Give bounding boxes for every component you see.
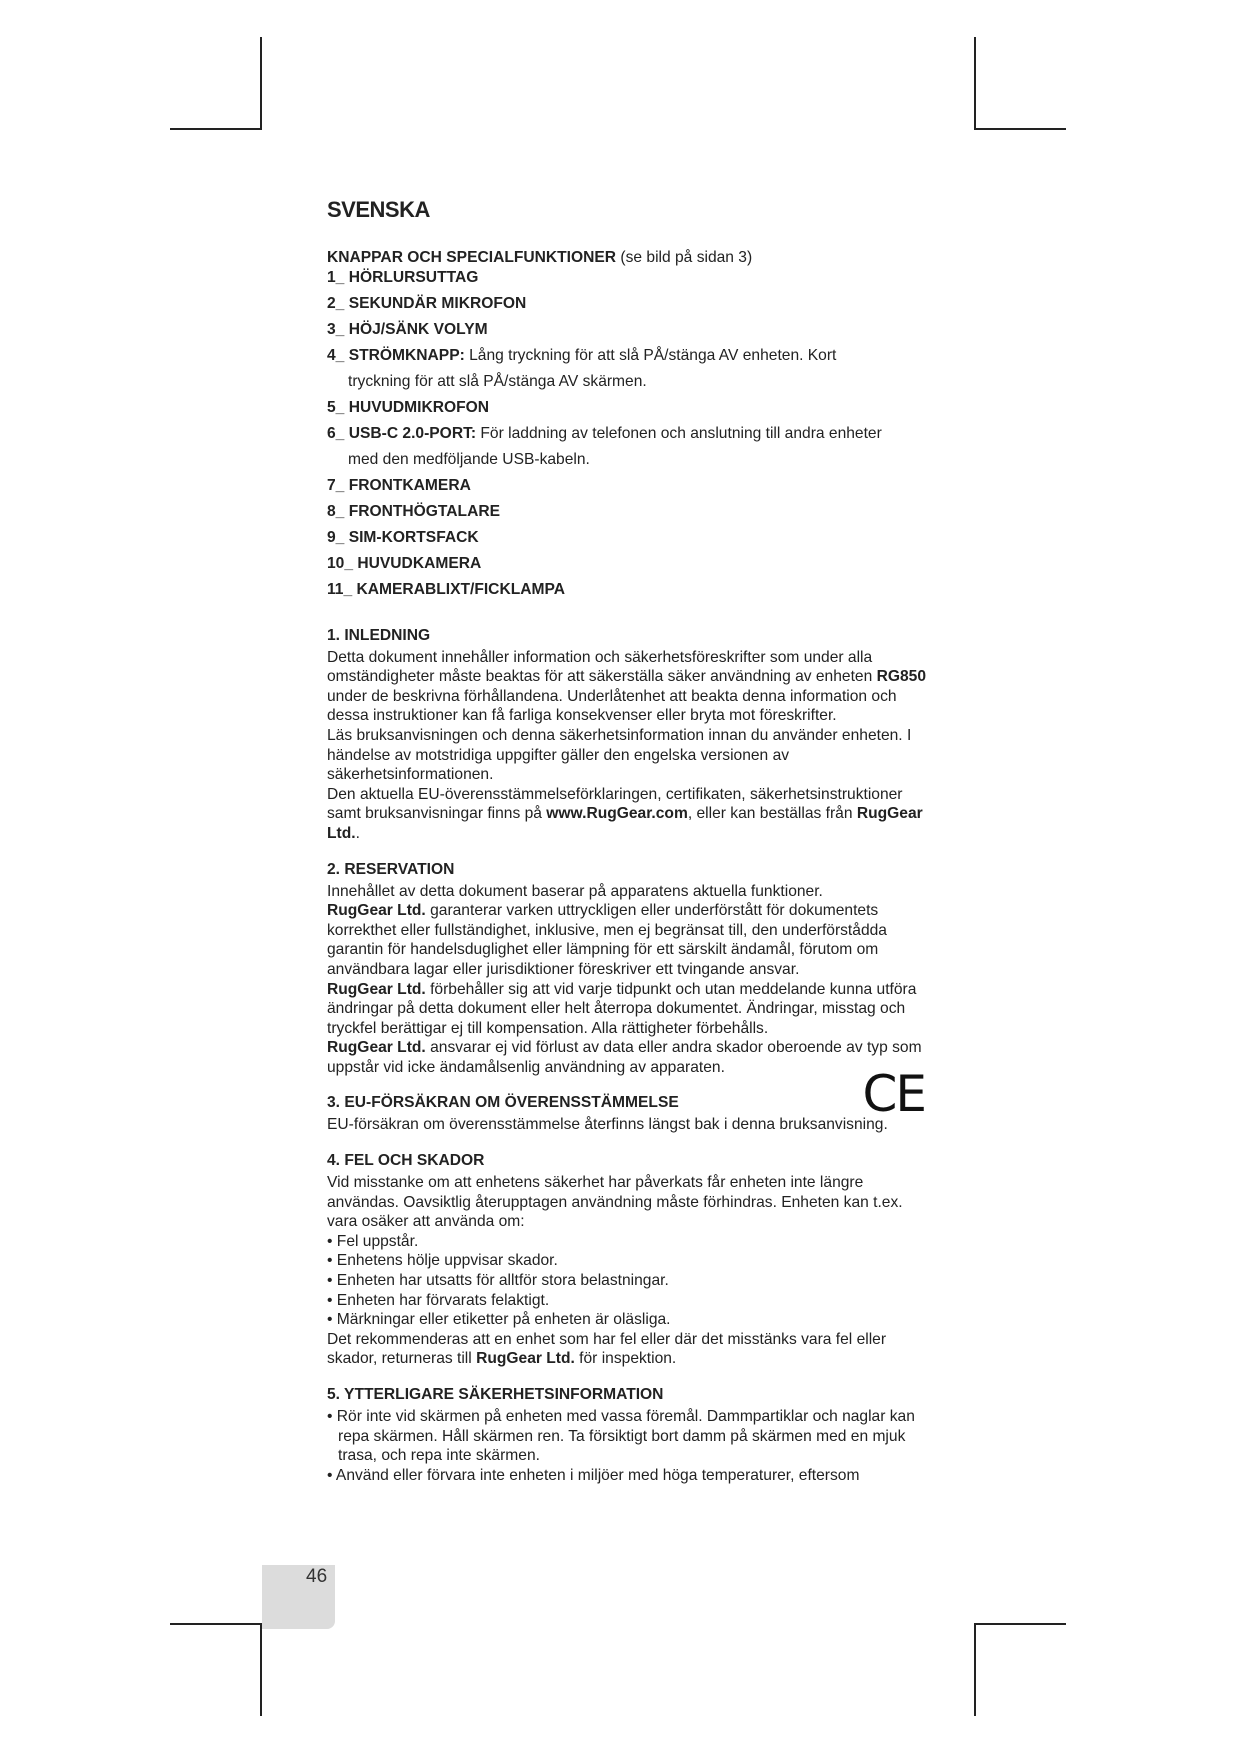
bullet-list [327,1407,927,1485]
ce-mark-icon: CE [862,1065,925,1124]
section-additional-safety [327,1385,927,1485]
crop-mark-top-right-v [974,37,976,130]
crop-mark-bottom-right-h [974,1623,1066,1625]
list-item: • Enhetens hölje uppvisar skador. [327,1252,558,1270]
bullet-list [327,1232,927,1330]
list-item: 5_ HUVUDMIKROFON [327,398,490,416]
list-item: 6_ USB-C 2.0-PORT: För laddning av telefonen och anslutning till andra enheter med den medföljande USB-kabeln. [327,424,882,468]
section-eu-declaration [327,1065,927,1135]
section-paragraph: RugGear Ltd. ansvarar ej vid förlust av data eller andra skador oberoende av typ som uppstår vid icke ändamålsenlig användning av apparaten. [327,1039,922,1076]
crop-mark-bottom-left-h [170,1623,262,1625]
page-content [327,196,927,1501]
list-item: • Fel uppstår. [327,1232,419,1250]
section-introduction [327,626,927,844]
list-item: 8_ FRONTHÖGTALARE [327,502,501,520]
list-item: 10_ HUVUDKAMERA [327,554,482,572]
page-number: 46 [306,1566,328,1587]
list-item: • Enheten har utsatts för alltför stora belastningar. [327,1272,669,1290]
section-paragraph: EU-försäkran om överensstämmelse återfinns längst bak i denna bruksanvisning. [327,1116,888,1134]
section-paragraph: RugGear Ltd. förbehåller sig att vid varje tidpunkt och utan meddelande kunna utföra ändringar på detta dokument eller helt återropa dokumentet. Ändringar, misstag och tryckfel berättigar ej till kompensation. Alla rättigheter förbehålls. [327,980,917,1037]
list-item: 11_ KAMERABLIXT/FICKLAMPA [327,580,565,598]
section-heading: 4. FEL OCH SKADOR [327,1152,485,1170]
section-paragraph: Läs bruksanvisningen och denna säkerhetsinformation innan du använder enheten. I händelse av motstridiga uppgifter gäller den engelska versionen av säkerhetsinformationen. [327,726,912,784]
list-item: 1_ HÖRLURSUTTAG [327,268,479,286]
section-paragraph: Vid misstanke om att enhetens säkerhet har påverkats får enheten inte längre användas. Oavsiktlig återupptagen användning måste förhindras. Enheten kan t.ex. vara osäker att använda om: [327,1174,903,1231]
list-item: 7_ FRONTKAMERA [327,476,471,494]
section-heading: 2. RESERVATION [327,860,455,878]
section-paragraph: Den aktuella EU-överensstämmelseförklaringen, certifikaten, säkerhetsinstruktioner samt bruksanvisningar finns på www.RugGear.com, eller kan beställas från RugGear Ltd.. [327,785,923,842]
buttons-list [327,268,927,600]
section-reservation [327,860,927,1078]
crop-mark-bottom-right-v [974,1623,976,1716]
list-item: 9_ SIM-KORTSFACK [327,528,479,546]
language-title: SVENSKA [327,197,430,222]
section-paragraph: Det rekommenderas att en enhet som har fel eller där det misstänks vara fel eller skador, returneras till RugGear Ltd. för inspektion. [327,1330,887,1368]
section-paragraph: Detta dokument innehåller information och säkerhetsföreskrifter som under alla omständigheter måste beaktas för att säkerställa säker användning av enheten RG850 under de beskrivna förhållandena. Underlåtenhet att beakta denna information och dessa instruktioner kan få farliga konsekvenser eller bryta mot föreskrifter. [327,648,926,725]
buttons-heading: KNAPPAR OCH SPECIALFUNKTIONER (se bild på sidan 3) [327,249,753,266]
section-faults-damage [327,1151,927,1369]
list-item: 4_ STRÖMKNAPP: Lång tryckning för att slå PÅ/stänga AV enheten. Kort tryckning för att slå PÅ/stänga AV skärmen. [327,346,837,390]
list-item: 3_ HÖJ/SÄNK VOLYM [327,320,488,338]
crop-mark-bottom-left-v [260,1623,262,1716]
section-paragraph: Innehållet av detta dokument baserar på apparatens aktuella funktioner. [327,882,823,900]
list-item: • Rör inte vid skärmen på enheten med vassa föremål. Dammpartiklar och naglar kan repa skärmen. Håll skärmen ren. Ta försiktigt bort damm på skärmen med en mjuk trasa, och repa inte skärmen. [327,1408,915,1465]
section-heading: 5. YTTERLIGARE SÄKERHETSINFORMATION [327,1386,664,1403]
section-heading: 1. INLEDNING [327,626,431,644]
section-paragraph: RugGear Ltd. garanterar varken uttryckligen eller underförstått för dokumentets korrekthet eller fullständighet, inklusive, men ej begränsat till, den underförstådda garantin för handelsduglighet eller lämpning för ett särskilt ändamål, förutom om användbara lagar eller jurisdiktioner föreskriver ett tvingande ansvar. [327,902,887,978]
crop-mark-top-right-h [974,128,1066,130]
section-heading: 3. EU-FÖRSÄKRAN OM ÖVERENSSTÄMMELSE [327,1094,679,1112]
list-item: 2_ SEKUNDÄR MIKROFON [327,294,527,312]
crop-mark-top-left-h [170,128,262,130]
list-item: • Märkningar eller etiketter på enheten är oläsliga. [327,1311,671,1329]
list-item: • Använd eller förvara inte enheten i miljöer med höga temperaturer, eftersom [327,1466,860,1484]
list-item: • Enheten har förvarats felaktigt. [327,1291,550,1309]
crop-mark-top-left-v [260,37,262,130]
